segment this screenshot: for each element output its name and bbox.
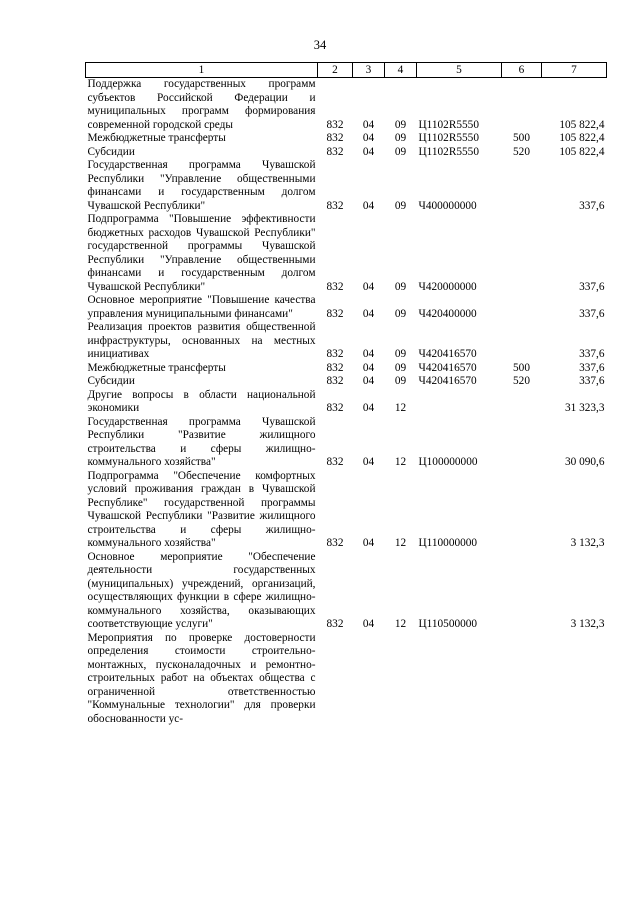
section-code: 04 bbox=[362, 456, 375, 468]
table-row bbox=[86, 389, 607, 416]
expense-type-code bbox=[502, 470, 542, 551]
subsection-code: 12 bbox=[394, 456, 407, 468]
table-row bbox=[86, 470, 607, 551]
subsection-code: 09 bbox=[394, 132, 407, 144]
expense-type-code bbox=[502, 551, 542, 632]
header-col-2: 2 bbox=[318, 63, 353, 78]
target-article-code bbox=[417, 632, 502, 727]
section-code: 04 bbox=[362, 199, 375, 212]
amount: 337,6 bbox=[579, 307, 605, 320]
item-name: Государственная программа Чувашской Республики "Управление общественными финансами и государственным долгом Чувашской Республики" bbox=[87, 159, 316, 212]
table-row bbox=[86, 551, 607, 632]
ministry-code: 832 bbox=[326, 618, 344, 630]
subsection-code: 09 bbox=[394, 375, 407, 387]
target-article-code: Ц110000000 bbox=[418, 537, 478, 549]
item-name: Основное мероприятие "Повышение качества управления муниципальными финансами" bbox=[87, 294, 316, 320]
ministry-code: 832 bbox=[326, 118, 344, 131]
target-article-code: Ч420416570 bbox=[418, 361, 477, 374]
expense-type-code bbox=[502, 389, 542, 416]
item-name: Межбюджетные трансферты bbox=[87, 361, 226, 374]
target-article-code: Ч400000000 bbox=[418, 199, 477, 212]
item-name: Основное мероприятие "Обеспечение деятельности государственных (муниципальных) учреждений, организаций, осуществляющих функции в сфере жилищно-коммунального хозяйства, оказывающих соответствующие услуги" bbox=[87, 550, 316, 630]
item-name: Мероприятия по проверке достоверности определения стоимости строительно-монтажных, пусконаладочных и ремонтно-строительных работ на объектах общества с ограниченной ответственностью "Коммунальные технологии" для проверки обоснованности ус- bbox=[87, 631, 316, 725]
expense-type-code bbox=[502, 213, 542, 294]
table-row bbox=[86, 213, 607, 294]
expense-type-code bbox=[502, 321, 542, 362]
expense-type-code: 500 bbox=[513, 132, 530, 144]
ministry-code: 832 bbox=[326, 456, 344, 468]
item-name: Реализация проектов развития общественной инфраструктуры, основанных на местных инициативах bbox=[87, 321, 316, 360]
item-name: Другие вопросы в области национальной экономики bbox=[87, 388, 316, 414]
target-article-code: Ч420416570 bbox=[418, 375, 477, 387]
ministry-code: 832 bbox=[326, 537, 344, 549]
item-name: Субсидии bbox=[87, 375, 135, 387]
amount: 3 132,3 bbox=[570, 618, 605, 630]
item-name: Поддержка государственных программ субъектов Российской Федерации и муниципальных программ формирования современной городской среды bbox=[87, 78, 316, 131]
section-code: 04 bbox=[362, 402, 375, 414]
expense-type-code bbox=[502, 294, 542, 321]
target-article-code bbox=[417, 389, 502, 416]
table-row bbox=[86, 294, 607, 321]
expense-type-code bbox=[502, 159, 542, 213]
subsection-code: 09 bbox=[394, 145, 407, 158]
header-col-6: 6 bbox=[502, 63, 542, 78]
section-code: 04 bbox=[362, 375, 375, 387]
target-article-code: Ц1102R5550 bbox=[418, 118, 479, 131]
table-row bbox=[86, 159, 607, 213]
amount: 337,6 bbox=[579, 375, 605, 387]
ministry-code bbox=[318, 632, 353, 727]
subsection-code: 12 bbox=[394, 402, 407, 414]
amount: 31 323,3 bbox=[564, 402, 605, 414]
section-code: 04 bbox=[362, 537, 375, 549]
ministry-code: 832 bbox=[326, 199, 344, 212]
section-code: 04 bbox=[362, 618, 375, 630]
ministry-code: 832 bbox=[326, 145, 344, 158]
section-code: 04 bbox=[362, 361, 375, 374]
amount: 337,6 bbox=[579, 361, 605, 374]
target-article-code: Ц1102R5550 bbox=[418, 132, 479, 144]
budget-table bbox=[85, 62, 607, 726]
target-article-code: Ц1102R5550 bbox=[418, 145, 479, 158]
item-name: Межбюджетные трансферты bbox=[87, 132, 226, 144]
amount bbox=[542, 632, 607, 727]
item-name: Государственная программа Чувашской Республики "Развитие жилищного строительства и сферы жилищно-коммунального хозяйства" bbox=[87, 415, 316, 468]
amount: 105 822,4 bbox=[559, 118, 605, 131]
item-name: Подпрограмма "Обеспечение комфортных условий проживания граждан в Чувашской Республике" государственной программы Чувашской Республики "Развитие жилищного строительства и сферы жилищно-коммунального хозяйства" bbox=[87, 469, 316, 549]
subsection-code: 09 bbox=[394, 307, 407, 320]
section-code: 04 bbox=[362, 132, 375, 144]
amount: 105 822,4 bbox=[559, 132, 605, 144]
target-article-code: Ц110500000 bbox=[418, 618, 478, 630]
subsection-code: 09 bbox=[394, 348, 407, 360]
subsection-code: 12 bbox=[394, 618, 407, 630]
ministry-code: 832 bbox=[326, 361, 344, 374]
table-row bbox=[86, 632, 607, 727]
section-code: 04 bbox=[362, 348, 375, 360]
expense-type-code: 500 bbox=[513, 361, 530, 374]
table-row bbox=[86, 362, 607, 376]
amount: 3 132,3 bbox=[570, 537, 605, 549]
subsection-code: 09 bbox=[394, 280, 407, 293]
section-code: 04 bbox=[362, 280, 375, 293]
table-row bbox=[86, 132, 607, 146]
section-code bbox=[353, 632, 385, 727]
header-col-1: 1 bbox=[86, 63, 318, 78]
section-code: 04 bbox=[362, 118, 375, 131]
expense-type-code: 520 bbox=[513, 145, 530, 158]
expense-type-code bbox=[502, 632, 542, 727]
subsection-code: 09 bbox=[394, 361, 407, 374]
header-col-7: 7 bbox=[542, 63, 607, 78]
table-row bbox=[86, 416, 607, 470]
section-code: 04 bbox=[362, 145, 375, 158]
table-row bbox=[86, 78, 607, 133]
table-body bbox=[86, 78, 607, 727]
ministry-code: 832 bbox=[326, 307, 344, 320]
target-article-code: Ц100000000 bbox=[418, 456, 478, 468]
amount: 105 822,4 bbox=[559, 145, 605, 158]
target-article-code: Ч420400000 bbox=[418, 307, 477, 320]
expense-type-code bbox=[502, 78, 542, 133]
subsection-code bbox=[385, 632, 417, 727]
table-row bbox=[86, 146, 607, 160]
target-article-code: Ч420000000 bbox=[418, 280, 477, 293]
amount: 337,6 bbox=[579, 199, 605, 212]
section-code: 04 bbox=[362, 307, 375, 320]
amount: 337,6 bbox=[579, 280, 605, 293]
ministry-code: 832 bbox=[326, 402, 344, 414]
table-row bbox=[86, 321, 607, 362]
amount: 30 090,6 bbox=[564, 456, 605, 468]
ministry-code: 832 bbox=[326, 348, 344, 360]
header-row bbox=[86, 63, 607, 78]
ministry-code: 832 bbox=[326, 375, 344, 387]
expense-type-code: 520 bbox=[513, 375, 530, 387]
header-col-3: 3 bbox=[353, 63, 385, 78]
amount: 337,6 bbox=[579, 348, 605, 360]
subsection-code: 09 bbox=[394, 118, 407, 131]
ministry-code: 832 bbox=[326, 132, 344, 144]
expense-type-code bbox=[502, 416, 542, 470]
subsection-code: 12 bbox=[394, 537, 407, 549]
page-number: 34 bbox=[313, 38, 327, 52]
item-name: Субсидии bbox=[87, 145, 135, 158]
target-article-code: Ч420416570 bbox=[418, 348, 477, 360]
ministry-code: 832 bbox=[326, 280, 344, 293]
item-name: Подпрограмма "Повышение эффективности бюджетных расходов Чувашской Республики" государственной программы Чувашской Республики "Управление общественными финансами и государственным долгом Чувашской Республики" bbox=[87, 213, 316, 293]
header-col-4: 4 bbox=[385, 63, 417, 78]
subsection-code: 09 bbox=[394, 199, 407, 212]
table-row bbox=[86, 375, 607, 389]
header-col-5: 5 bbox=[417, 63, 502, 78]
